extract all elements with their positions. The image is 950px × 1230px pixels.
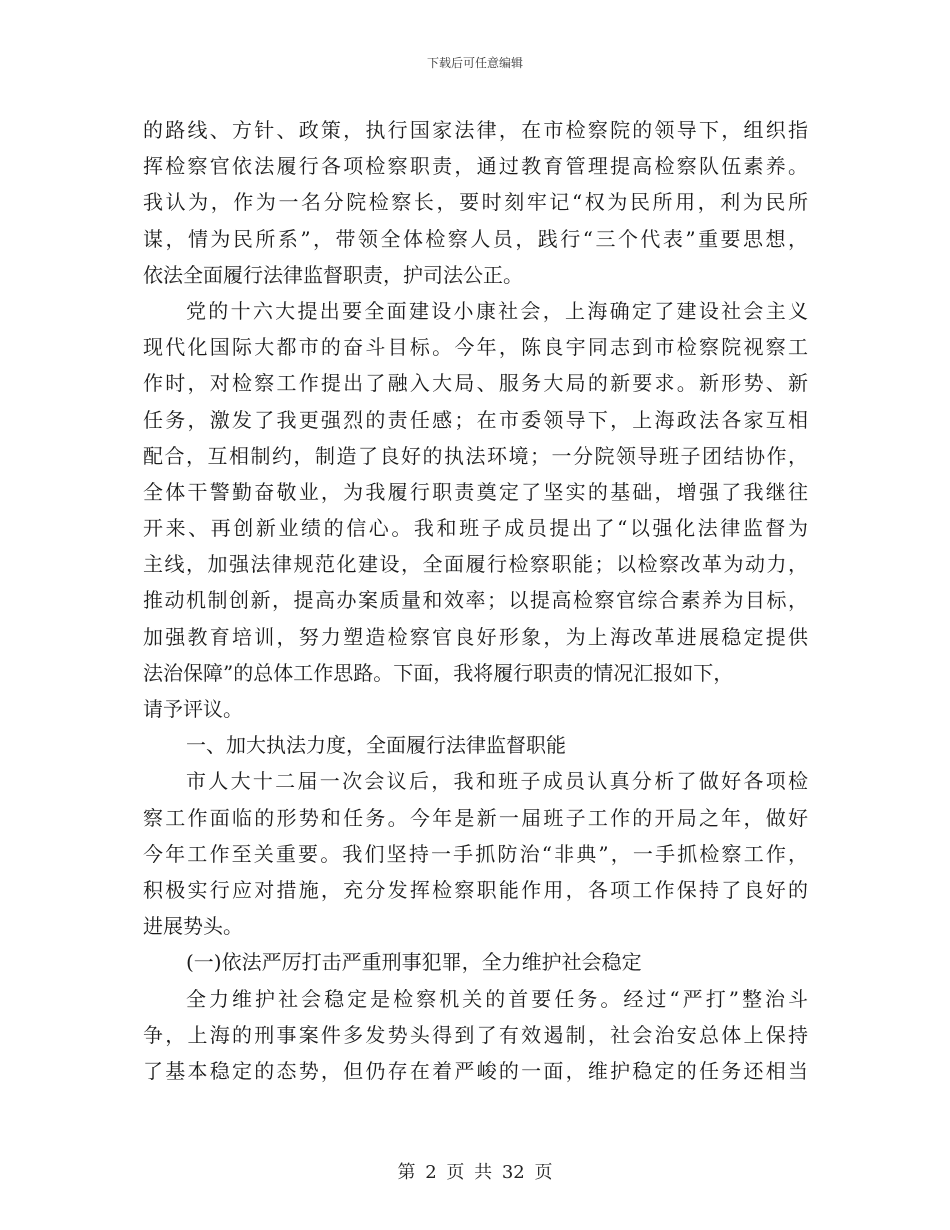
text-line: 请予评议。 bbox=[143, 697, 243, 721]
text-line: 加强教育培训，努力塑造检察官良好形象，为上海改革进展稳定提供 bbox=[143, 624, 808, 649]
text-line: 市人大十二届一次会议后，我和班子成员认真分析了做好各项检 bbox=[186, 769, 808, 794]
text-line: 作时，对检察工作提出了融入大局、服务大局的新要求。新形势、新 bbox=[143, 371, 808, 396]
text-line: 谋，情为民所系”，带领全体检察人员，践行“三个代表”重要思想， bbox=[143, 226, 808, 251]
text-line: 现代化国际大都市的奋斗目标。今年，陈良宇同志到市检察院视察工 bbox=[143, 335, 808, 360]
text-line: 察工作面临的形势和任务。今年是新一届班子工作的开局之年，做好 bbox=[143, 805, 808, 830]
text-line: 了基本稳定的态势，但仍存在着严峻的一面，维护稳定的任务还相当 bbox=[143, 1058, 808, 1083]
text-line: 任务，激发了我更强烈的责任感；在市委领导下，上海政法各家互相 bbox=[143, 407, 808, 432]
text-line: 法治保障”的总体工作思路。下面，我将履行职责的情况汇报如下， bbox=[143, 660, 734, 685]
text-line: 争，上海的刑事案件多发势头得到了有效遏制，社会治安总体上保持 bbox=[143, 1022, 808, 1047]
text-line: 依法全面履行法律监督职责，护司法公正。 bbox=[143, 262, 523, 287]
text-line: 今年工作至关重要。我们坚持一手抓防治“非典”，一手抓检察工作， bbox=[143, 841, 808, 866]
text-line: 开来、再创新业绩的信心。我和班子成员提出了“以强化法律监督为 bbox=[143, 516, 808, 541]
text-line: 的路线、方针、政策，执行国家法律，在市检察院的领导下，组织指 bbox=[143, 118, 808, 142]
page-header: 下载后可任意编辑 bbox=[426, 56, 523, 70]
text-line: (一)依法严厉打击严重刑事犯罪，全力维护社会稳定 bbox=[186, 950, 642, 975]
text-line: 一、加大执法力度，全面履行法律监督职能 bbox=[186, 733, 566, 758]
text-line: 党的十六大提出要全面建设小康社会，上海确定了建设社会主义 bbox=[186, 298, 808, 323]
text-line: 主线，加强法律规范化建设，全面履行检察职能；以检察改革为动力， bbox=[143, 552, 808, 577]
text-line: 积极实行应对措施，充分发挥检察职能作用，各项工作保持了良好的 bbox=[143, 877, 808, 902]
text-line: 全力维护社会稳定是检察机关的首要任务。经过“严打”整治斗 bbox=[186, 986, 808, 1011]
page-footer: 第 2 页 共 32 页 bbox=[397, 1162, 553, 1183]
text-line: 我认为，作为一名分院检察长，要时刻牢记“权为民所用，利为民所 bbox=[143, 190, 808, 215]
text-line: 推动机制创新，提高办案质量和效率；以提高检察官综合素养为目标， bbox=[143, 588, 808, 613]
text-line: 进展势头。 bbox=[143, 914, 243, 939]
document-body bbox=[143, 112, 808, 1089]
text-line: 配合，互相制约，制造了良好的执法环境；一分院领导班子团结协作， bbox=[143, 443, 808, 468]
text-line: 全体干警勤奋敬业，为我履行职责奠定了坚实的基础，增强了我继往 bbox=[143, 479, 808, 504]
text-line: 挥检察官依法履行各项检察职责，通过教育管理提高检察队伍素养。 bbox=[143, 154, 808, 179]
